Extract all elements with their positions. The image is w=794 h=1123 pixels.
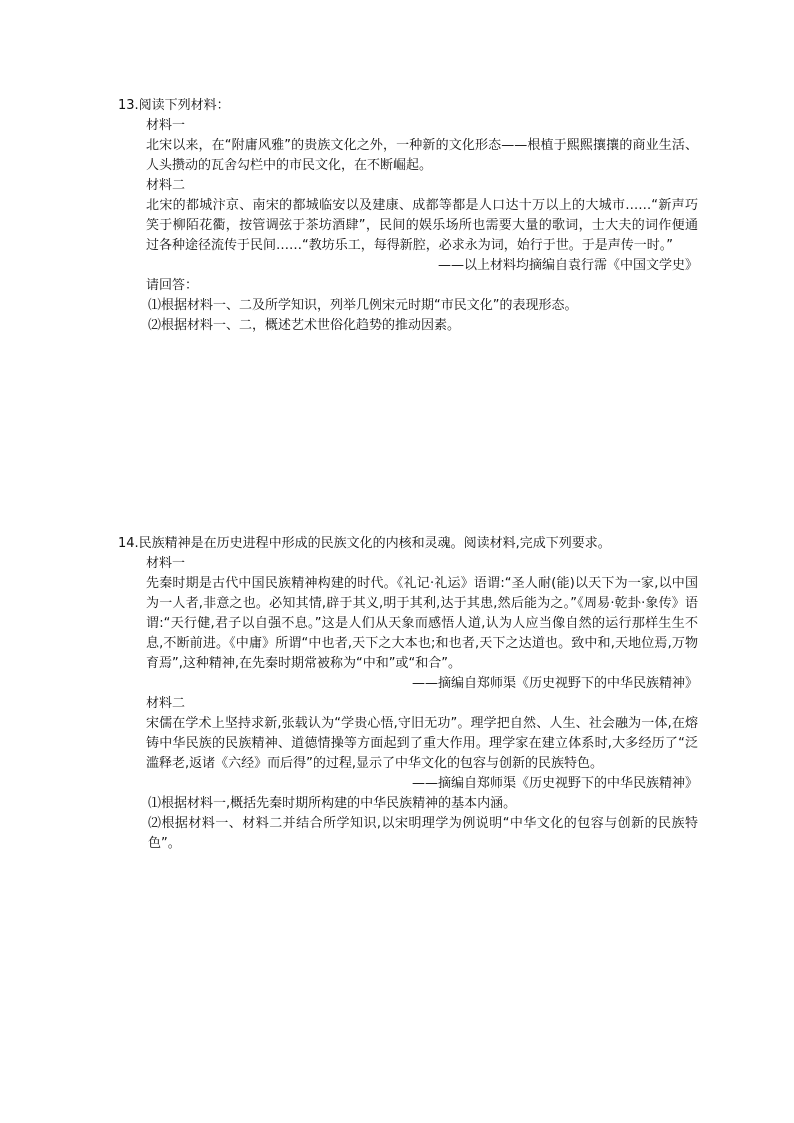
q13-subquestion-2: ⑵根据材料一、二，概述艺术世俗化趋势的推动因素。	[148, 318, 461, 333]
q13-source: ——以上材料均摘编自袁行霈《中国文学史》	[437, 258, 698, 273]
q14-material2-text: 宋儒在学术上坚持求新,张载认为“学贵心悟,守旧无功”。理学把自然、人生、社会融为一体,在熔铸中华民族的民族精神、道德情操等方面起到了重大作用。理学家在建立体系时,大多经历了“泛滥释老,返诸《六经》而后得”的过程,显示了中华文化的包容与创新的民族特色。	[146, 716, 698, 771]
q14-material1-text: 先秦时期是古代中国民族精神构建的时代。《礼记·礼运》语谓:“圣人耐(能)以天下为一家,以中国为一人者,非意之也。必知其情,辟于其义,明于其利,达于其患,然后能为之。”《周易·乾卦·象传》语谓:“天行健,君子以自强不息。”这是人们从天象而感悟人道,认为人应当像自然的运行那样生生不息,不断前进。《中庸》所谓“中也者,天下之大本也;和也者,天下之达道也。致中和,天地位焉,万物育焉”,这种精神,在先秦时期常被称为“中和”或“和合”。	[146, 576, 698, 671]
question-13	[118, 96, 698, 336]
question-14-body	[118, 554, 698, 854]
question-14	[118, 534, 698, 854]
question-13-heading: 13.阅读下列材料：	[118, 98, 230, 113]
q14-source-1: ——摘编自郑师渠《历史视野下的中华民族精神》	[411, 676, 698, 691]
q14-subquestion-1: ⑴根据材料一,概括先秦时期所构建的中华民族精神的基本内涵。	[148, 796, 517, 811]
question-14-heading: 14.民族精神是在历史进程中形成的民族文化的内核和灵魂。阅读材料,完成下列要求。	[118, 536, 611, 551]
q14-material2-label: 材料二	[146, 696, 186, 711]
q13-subquestion-1: ⑴根据材料一、二及所学知识，列举几例宋元时期“市民文化”的表现形态。	[148, 298, 578, 313]
q14-material1-label: 材料一	[146, 556, 186, 571]
q13-material1-label: 材料一	[146, 118, 186, 133]
question-13-body	[118, 116, 698, 336]
q13-material2-text: 北宋的都城汴京、南宋的都城临安以及建康、成都等都是人口达十万以上的大城市……“新声巧笑于柳陌花衢，按管调弦于茶坊酒肆”，民间的娱乐场所也需要大量的歌词，士大夫的词作便通过各种途径流传于民间……“教坊乐工，每得新腔，必求永为词，始行于世。于是声传一时。”	[146, 198, 698, 253]
q14-source-2: ——摘编自郑师渠《历史视野下的中华民族精神》	[411, 776, 698, 791]
q14-subquestion-2: ⑵根据材料一、材料二并结合所学知识,以宋明理学为例说明“中华文化的包容与创新的民族特色”。	[148, 816, 698, 851]
q13-prompt: 请回答：	[146, 278, 199, 293]
q13-material1-text: 北宋以来，在“附庸风雅”的贵族文化之外，一种新的文化形态——根植于熙熙攘攘的商业生活、人头攒动的瓦舍勾栏中的市民文化，在不断崛起。	[146, 138, 698, 173]
q13-material2-label: 材料二	[146, 178, 186, 193]
